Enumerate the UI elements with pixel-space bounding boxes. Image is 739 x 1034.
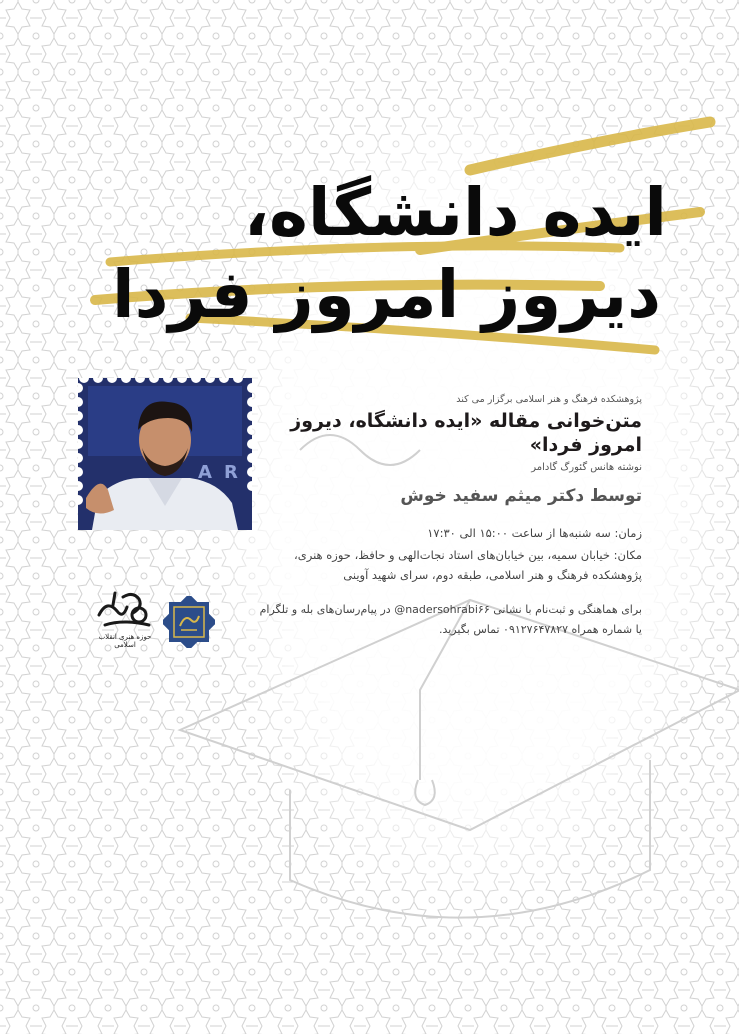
svg-text:A: A [198,462,212,483]
presenter-line: توسط دکتر میثم سفید خوش [400,486,642,506]
title-line-1: ایده دانشگاه، [243,174,667,251]
speaker-photo [78,378,252,530]
place-line-2: پژوهشکده فرهنگ و هنر اسلامی، طبقه دوم، سرای شهید آوینی [343,568,642,582]
place-line-1: مکان: خیابان سمیه، بین خیابان‌های استاد نجات‌الهی و حافظ، حوزه هنری، [294,548,642,562]
title-line-2: دیروز امروز فردا [111,256,661,333]
hozeh-honari-caption: حوزه هنری انقلاب اسلامی [98,633,152,649]
reading-title: متن‌خوانی مقاله «ایده دانشگاه، دیروز امروز فردا» [290,410,642,456]
contact-line-2: یا شماره همراه ۰۹۱۲۷۶۴۷۸۲۷ تماس بگیرید. [438,623,642,636]
contact-line-1: برای هماهنگی و ثبت‌نام با نشانی nadersohrabi۶۶@ در پیام‌رسان‌های بله و تلگرام [259,603,642,616]
time-line: زمان: سه شنبه‌ها از ساعت ۱۵:۰۰ الی ۱۷:۳۰ [427,526,642,540]
research-institute-logo [163,596,215,648]
svg-text:R: R [224,462,238,483]
organizer-line: پژوهشکده فرهنگ و هنر اسلامی برگزار می کند [456,394,642,405]
author-line: نوشته هانس گئورگ گادامر [531,462,642,473]
